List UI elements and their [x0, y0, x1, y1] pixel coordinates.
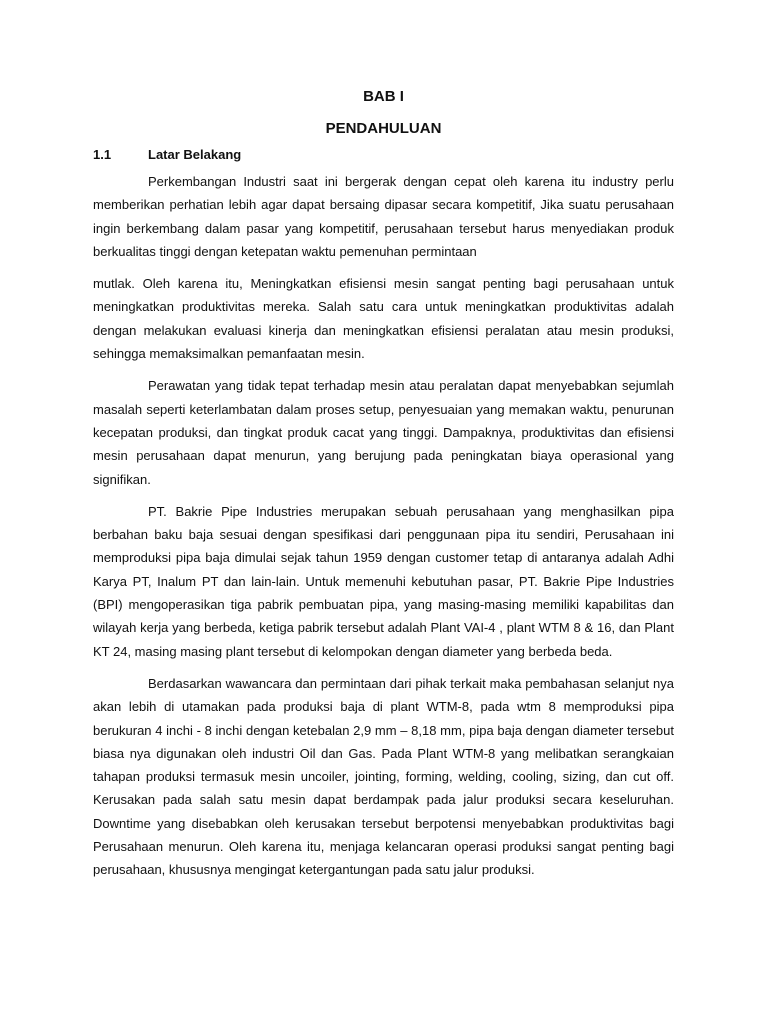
section-number: 1.1 — [93, 147, 112, 162]
section-heading — [93, 144, 674, 166]
paragraph: Berdasarkan wawancara dan permintaan dari pihak terkait maka pembahasan selanjut nya akan lebih di utamakan pada produksi baja di plant WTM-8, pada wtm 8 memproduksi pipa berukuran 4 inchi - 8 inchi dengan ketebalan 2,9 mm – 8,18 mm, pipa baja dengan diameter tersebut biasa nya digunakan oleh industri Oil dan Gas. Pada Plant WTM-8 yang melibatkan serangkaian tahapan produksi termasuk mesin uncoiler, jointing, forming, welding, cooling, sizing, dan cut off. Kerusakan pada salah satu mesin dapat berdampak pada jalur produksi secara keseluruhan. Downtime yang disebabkan oleh kerusakan tersebut berpotensi menyebabkan produktivitas bagi Perusahaan menurun. Oleh karena itu, menjaga kelancaran operasi produksi sangat penting bagi perusahaan, khususnya mengingat ketergantungan pada satu jalur produksi. — [93, 675, 674, 878]
paragraph: PT. Bakrie Pipe Industries merupakan sebuah perusahaan yang menghasilkan pipa berbahan baku baja sesuai dengan spesifikasi dari penggunaan pipa itu sendiri, Perusahaan ini memproduksi pipa baja dimulai sejak tahun 1959 dengan customer tetap di antaranya adalah Adhi Karya PT, Inalum PT dan lain-lain. Untuk memenuhi kebutuhan pasar, PT. Bakrie Pipe Industries (BPI) mengoperasikan tiga pabrik pembuatan pipa, yang masing-masing memiliki kapabilitas dan wilayah kerja yang berbeda, ketiga pabrik tersebut adalah Plant VAI-4 , plant WTM 8 & 16, dan Plant KT 24, masing masing plant tersebut di kelompokan dengan diameter yang berbeda beda. — [93, 503, 674, 659]
chapter-title: PENDAHULUAN — [325, 120, 442, 137]
paragraph: Perkembangan Industri saat ini bergerak dengan cepat oleh karena itu industry perlu memberikan perhatian lebih agar dapat bersaing dipasar secara kompetitif, Jika suatu perusahaan ingin berkembang dalam pasar yang kompetitif, perusahaan tersebut harus menyediakan produk berkualitas tinggi dengan ketepatan waktu pemenuhan permintaan — [93, 174, 674, 259]
section-title: Latar Belakang — [148, 147, 242, 162]
paragraph: Perawatan yang tidak tepat terhadap mesin atau peralatan dapat menyebabkan sejumlah masalah seperti keterlambatan dalam proses setup, penyesuaian yang memakan waktu, penurunan kecepatan produksi, dan tingkat produk cacat yang tinggi. Dampaknya, produktivitas dan efisiensi mesin perusahaan dapat menurun, yang berujung pada peningkatan biaya operasional yang signifikan. — [93, 378, 674, 487]
paragraph: mutlak. Oleh karena itu, Meningkatkan efisiensi mesin sangat penting bagi perusahaan untuk meningkatkan produktivitas mereka. Salah satu cara untuk meningkatkan produktivitas adalah dengan melakukan evaluasi kinerja dan meningkatkan efisiensi peralatan atau mesin produksi, sehingga memaksimalkan pemanfaatan mesin. — [93, 276, 674, 362]
chapter-number: BAB I — [363, 88, 404, 105]
document-page — [93, 86, 674, 882]
